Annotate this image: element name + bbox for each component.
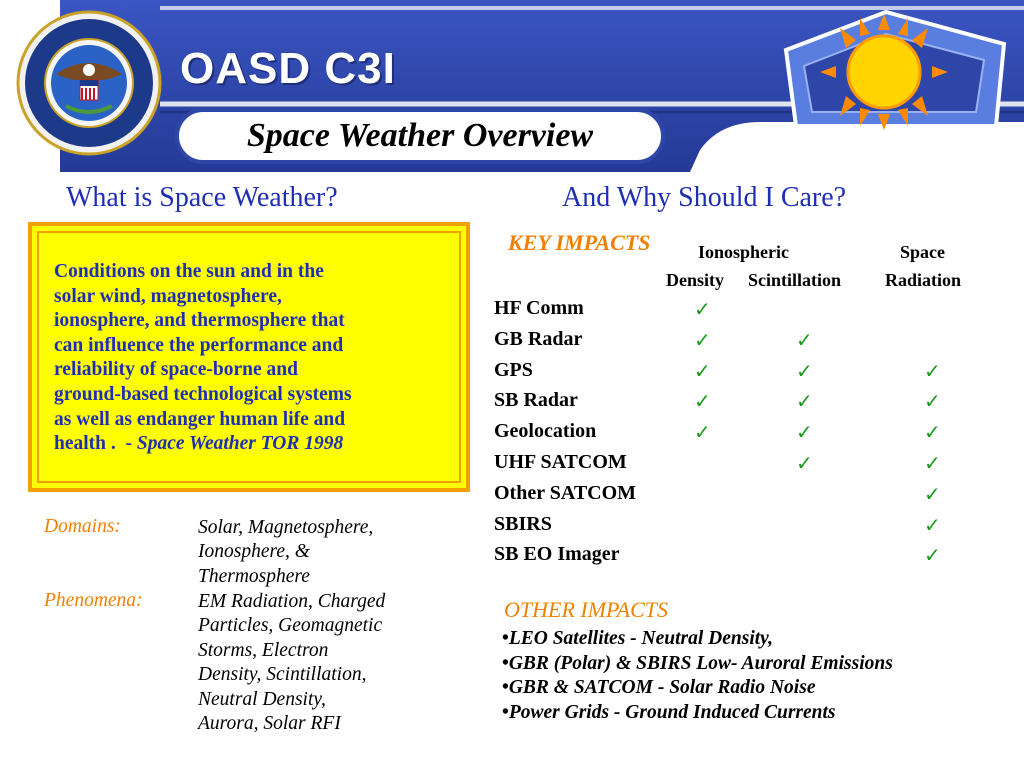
check-icon: ✓ (924, 389, 941, 414)
check-icon: ✓ (924, 358, 941, 383)
impact-row-label: Geolocation (494, 420, 597, 443)
col-header-scintillation: Scintillation (748, 270, 842, 290)
bullet-icon: • (502, 677, 509, 699)
oasd-c3i-logo: OASD C3I (180, 44, 396, 93)
key-impacts-title: KEY IMPACTS (508, 230, 651, 255)
phenomena-text: EM Radiation, Charged Particles, Geomagnetic Storms, Electron Density, Scintillation, Neutral Density, Aurora, Solar RFI (198, 591, 386, 735)
domains-label: Domains: (44, 516, 121, 537)
check-icon: ✓ (694, 389, 711, 414)
dod-seal (16, 10, 162, 156)
impact-row-label: GB Radar (494, 327, 583, 350)
impact-row-label: GPS (494, 358, 533, 381)
page-title: Space Weather Overview (246, 117, 594, 154)
check-icon: ✓ (796, 451, 813, 475)
col-header-ionospheric: Ionospheric (698, 242, 790, 262)
check-icon: ✓ (796, 420, 813, 445)
domains-text: Solar, Magnetosphere, Ionosphere, & Thermosphere (198, 517, 374, 587)
check-icon: ✓ (796, 358, 813, 383)
other-impact-item: •LEO Satellites - Neutral Density, (502, 628, 773, 649)
why-care-heading: And Why Should I Care? (562, 182, 847, 213)
check-icon: ✓ (924, 481, 941, 506)
other-impacts-title: OTHER IMPACTS (504, 597, 668, 622)
check-icon: ✓ (924, 512, 941, 537)
what-is-space-weather-heading: What is Space Weather? (66, 182, 338, 213)
other-impact-item: •Power Grids - Ground Induced Currents (502, 701, 836, 723)
definition-text: Conditions on the sun and in the solar wind, magnetosphere, ionosphere, and thermosphere that can influence the performance and reliability of space-borne and ground-based technological systems as well as endanger human life and health . - Space Weather TOR 1998 (54, 261, 352, 455)
col-header-density: Density (666, 270, 724, 290)
bullet-icon: • (502, 701, 509, 723)
check-icon: ✓ (796, 389, 813, 414)
sun-icon (776, 8, 1016, 158)
impact-row-label: SB Radar (494, 389, 578, 412)
check-icon: ✓ (924, 451, 941, 475)
definition-box (28, 222, 470, 492)
check-icon: ✓ (694, 420, 711, 445)
check-icon: ✓ (924, 420, 941, 445)
col-header-radiation: Radiation (885, 270, 962, 290)
other-impact-item: •GBR (Polar) & SBIRS Low- Auroral Emissions (502, 652, 893, 674)
impact-row-label: SB EO Imager (494, 543, 620, 566)
col-header-space: Space (900, 242, 945, 262)
bullet-icon: • (502, 628, 509, 649)
other-impact-item: •GBR & SATCOM - Solar Radio Noise (502, 677, 816, 699)
definition-citation: Space Weather TOR 1998 (136, 433, 344, 455)
impact-row-label: UHF SATCOM (494, 451, 627, 473)
impact-row-label: SBIRS (494, 512, 552, 535)
impact-row-label: HF Comm (494, 297, 584, 319)
title-pill (175, 108, 665, 164)
check-icon: ✓ (924, 543, 941, 568)
impact-row-label: Other SATCOM (494, 481, 637, 504)
check-icon: ✓ (796, 327, 813, 352)
check-icon: ✓ (694, 297, 711, 321)
check-icon: ✓ (694, 327, 711, 352)
check-icon: ✓ (694, 358, 711, 383)
phenomena-label: Phenomena: (44, 590, 143, 611)
bullet-icon: • (502, 652, 509, 674)
